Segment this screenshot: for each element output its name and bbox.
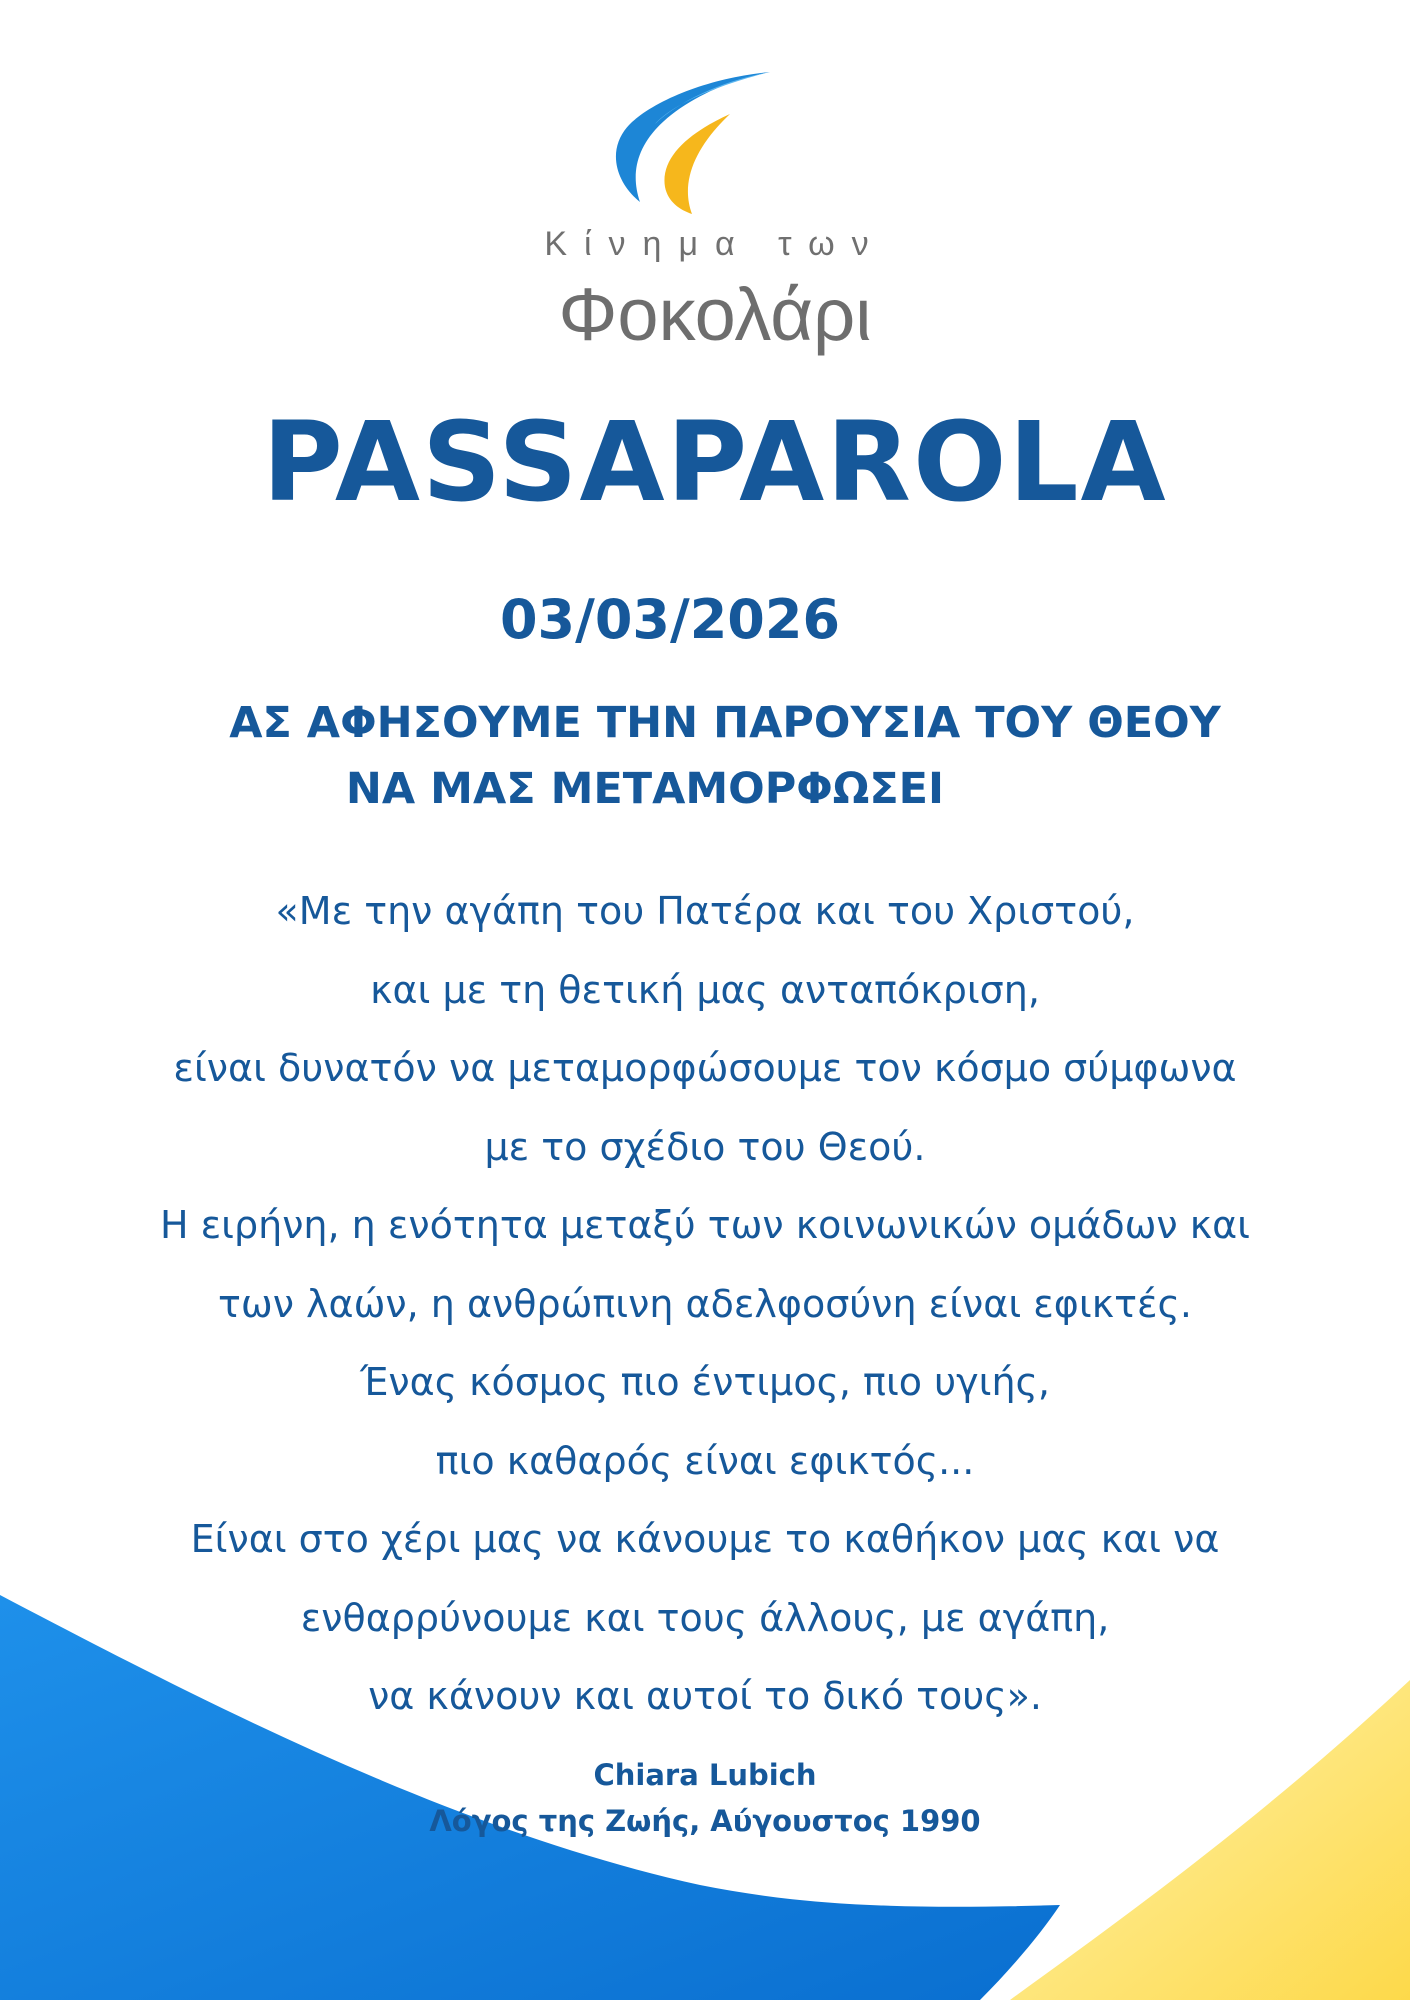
page-title: PASSAPAROLA [262, 398, 1168, 526]
quote-line: ενθαρρύνουμε και τους άλλους, με αγάπη, [300, 1595, 1110, 1640]
attribution [0, 1752, 1410, 1844]
heading-line-2: ΝΑ ΜΑΣ ΜΕΤΑΜΟΡΦΩΣΕΙ [345, 764, 945, 814]
heading [0, 690, 1410, 822]
author-name: Chiara Lubich [593, 1758, 817, 1792]
quote-line: των λαών, η ανθρώπινη αδελφοσύνη είναι εφικτές. [218, 1281, 1192, 1326]
quote-line: να κάνουν και αυτοί το δικό τους». [368, 1674, 1042, 1718]
author-source: Λόγος της Ζωής, Αύγουστος 1990 [429, 1804, 981, 1838]
heading-line-1: ΑΣ ΑΦΗΣΟΥΜΕ ΤΗΝ ΠΑΡΟΥΣΙΑ ΤΟΥ ΘΕΟΥ [229, 698, 1221, 748]
quote-line: «Με την αγάπη του Πατέρα και του Χριστού, [275, 889, 1135, 933]
quote [0, 872, 1410, 1736]
brand-subtitle: Κίνημα των [544, 225, 886, 263]
quote-line: είναι δυνατόν να μεταμορφώσουμε τον κόσμο σύμφωνα [173, 1046, 1237, 1090]
quote-line: πιο καθαρός είναι εφικτός... [435, 1438, 975, 1483]
quote-line: Είναι στο χέρι μας να κάνουμε το καθήκον μας και να [190, 1517, 1220, 1561]
quote-line: Ένας κόσμος πιο έντιμος, πιο υγιής, [360, 1360, 1050, 1404]
focolare-logo [600, 62, 790, 222]
quote-line: Η ειρήνη, η ενότητα μεταξύ των κοινωνικών ομάδων και [159, 1203, 1251, 1247]
quote-line: με το σχέδιο του Θεού. [484, 1124, 926, 1169]
date: 03/03/2026 [499, 588, 841, 651]
quote-line: και με τη θετική μας ανταπόκριση, [370, 967, 1040, 1012]
brand-name: Φοκολάρι [558, 273, 872, 356]
